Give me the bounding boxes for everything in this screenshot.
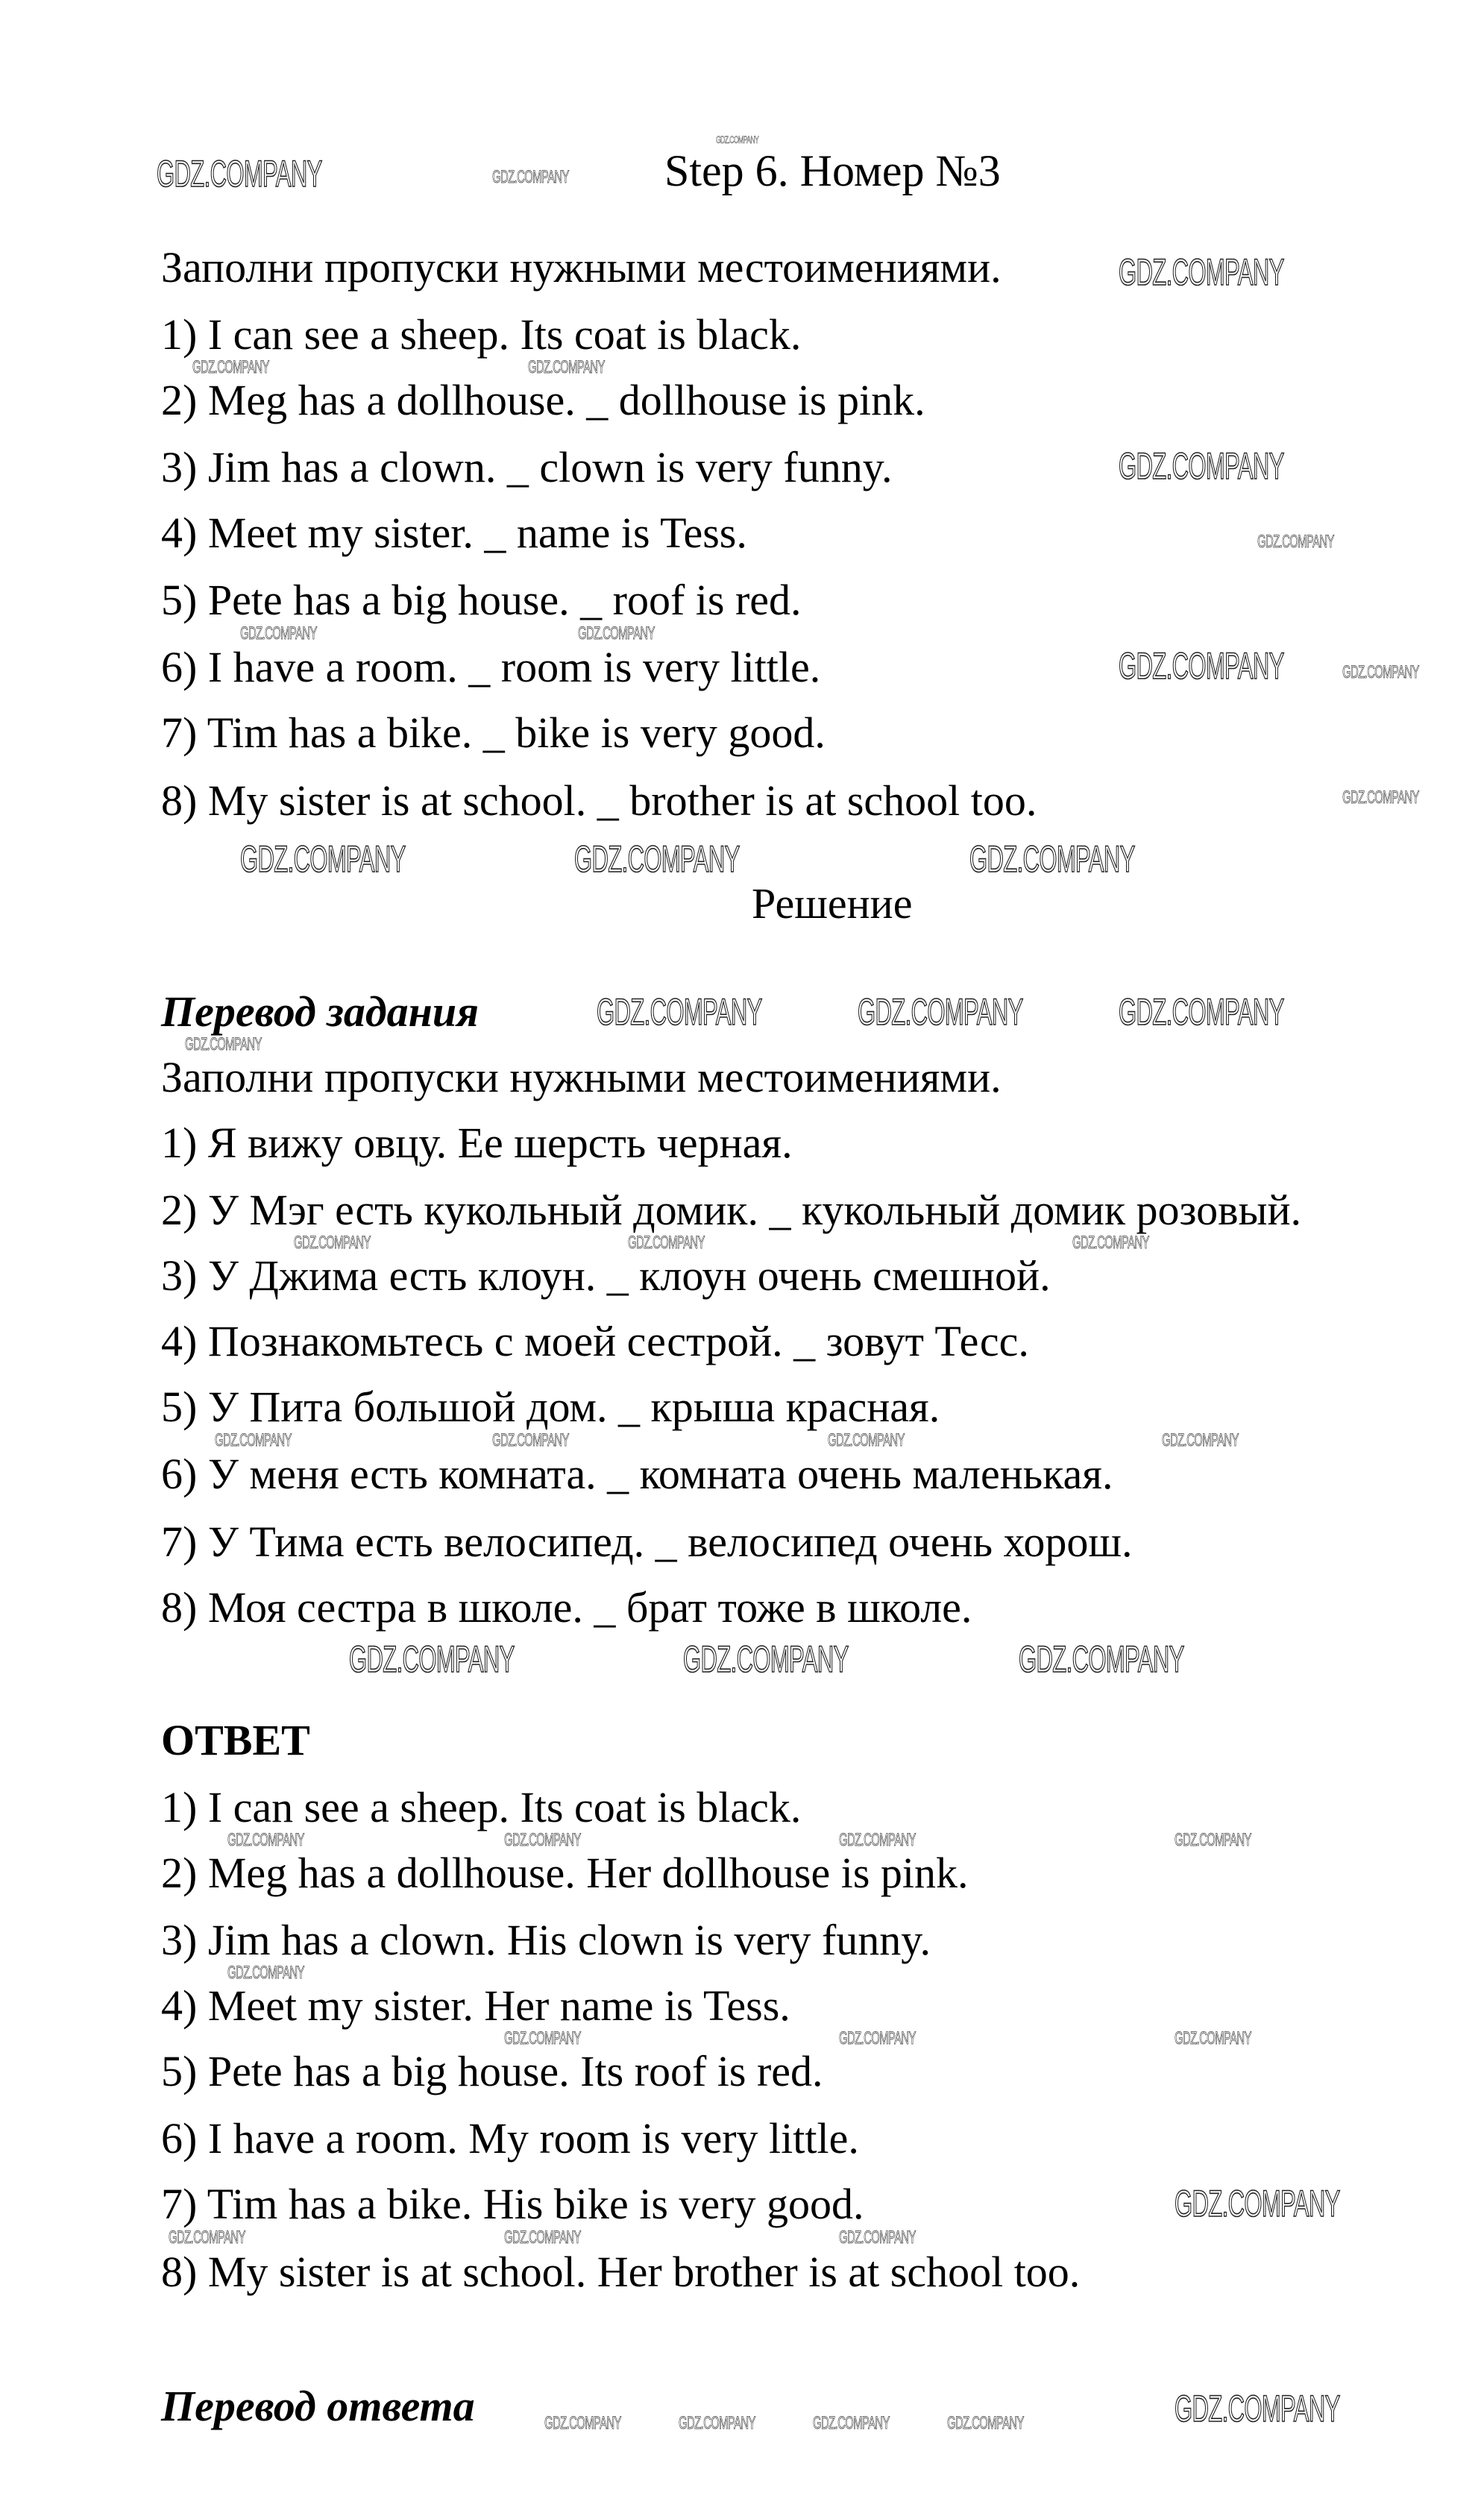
watermark: GDZ.COMPANY <box>1119 445 1284 487</box>
watermark: GDZ.COMPANY <box>1342 662 1419 682</box>
watermark: GDZ.COMPANY <box>1175 1830 1251 1850</box>
watermark: GDZ.COMPANY <box>528 357 605 377</box>
answer-item: 1) I can see a sheep. Its coat is black. <box>161 1783 802 1831</box>
translation-item: 5) У Пита большой дом. _ крыша красная. <box>161 1383 940 1431</box>
watermark: GDZ.COMPANY <box>192 357 269 377</box>
watermark: GDZ.COMPANY <box>839 2028 916 2048</box>
watermark: GDZ.COMPANY <box>813 2413 890 2433</box>
answer-item: 4) Meet my sister. Her name is Tess. <box>161 1981 790 2030</box>
task-item: 8) My sister is at school. _ brother is at school too. <box>161 776 1037 825</box>
watermark: GDZ.COMPANY <box>578 623 655 644</box>
watermark: GDZ.COMPANY <box>544 2413 621 2433</box>
watermark: GDZ.COMPANY <box>240 838 406 880</box>
translation-instruction: Заполни пропуски нужными местоимениями. <box>161 1053 1002 1101</box>
answer-item: 2) Meg has a dollhouse. Her dollhouse is pink. <box>161 1849 969 1897</box>
watermark: GDZ.COMPANY <box>185 1034 262 1054</box>
answer-translation-heading: Перевод ответа <box>161 2382 475 2430</box>
translation-item: 6) У меня есть комната. _ комната очень маленькая. <box>161 1450 1113 1498</box>
watermark: GDZ.COMPANY <box>504 1830 581 1850</box>
watermark: GDZ.COMPANY <box>1119 991 1284 1033</box>
task-item: 7) Tim has a bike. _ bike is very good. <box>161 708 826 757</box>
watermark: GDZ.COMPANY <box>1175 2028 1251 2048</box>
translation-heading: Перевод задания <box>161 987 479 1036</box>
answer-heading: ОТВЕТ <box>161 1716 310 1764</box>
watermark: GDZ.COMPANY <box>169 2227 245 2248</box>
translation-item: 7) У Тима есть велосипед. _ велосипед очень хорош. <box>161 1518 1133 1566</box>
watermark: GDZ.COMPANY <box>828 1430 905 1450</box>
watermark: GDZ.COMPANY <box>504 2028 581 2048</box>
watermark: GDZ.COMPANY <box>716 133 759 145</box>
page-title: Step 6. Номер №3 <box>664 146 1001 195</box>
answer-item: 5) Pete has a big house. Its roof is red. <box>161 2047 823 2095</box>
watermark: GDZ.COMPANY <box>1175 2183 1340 2224</box>
answer-item: 3) Jim has a clown. His clown is very funny. <box>161 1916 931 1964</box>
task-item: 2) Meg has a dollhouse. _ dollhouse is pink. <box>161 376 925 424</box>
translation-item: 1) Я вижу овцу. Ее шерсть черная. <box>161 1119 793 1167</box>
watermark: GDZ.COMPANY <box>294 1233 371 1253</box>
watermark: GDZ.COMPANY <box>947 2413 1024 2433</box>
watermark: GDZ.COMPANY <box>492 167 569 187</box>
watermark: GDZ.COMPANY <box>504 2227 581 2248</box>
watermark: GDZ.COMPANY <box>597 991 762 1033</box>
watermark: GDZ.COMPANY <box>628 1233 705 1253</box>
watermark: GDZ.COMPANY <box>969 838 1135 880</box>
watermark: GDZ.COMPANY <box>1019 1638 1184 1680</box>
task-item: 4) Meet my sister. _ name is Tess. <box>161 509 747 557</box>
watermark: GDZ.COMPANY <box>492 1430 569 1450</box>
watermark: GDZ.COMPANY <box>839 2227 916 2248</box>
watermark: GDZ.COMPANY <box>157 153 322 195</box>
task-item: 5) Pete has a big house. _ roof is red. <box>161 576 802 624</box>
task-item: 1) I can see a sheep. Its coat is black. <box>161 310 802 359</box>
watermark: GDZ.COMPANY <box>1175 2388 1340 2430</box>
watermark: GDZ.COMPANY <box>240 623 317 644</box>
watermark: GDZ.COMPANY <box>215 1430 292 1450</box>
watermark: GDZ.COMPANY <box>839 1830 916 1850</box>
answer-item: 6) I have a room. My room is very little. <box>161 2114 859 2163</box>
answer-item: 7) Tim has a bike. His bike is very good. <box>161 2180 864 2228</box>
task-instruction: Заполни пропуски нужными местоимениями. <box>161 243 1002 292</box>
watermark: GDZ.COMPANY <box>858 991 1023 1033</box>
task-item: 3) Jim has a clown. _ clown is very funny. <box>161 443 893 491</box>
watermark: GDZ.COMPANY <box>1342 787 1419 808</box>
watermark: GDZ.COMPANY <box>683 1638 849 1680</box>
translation-item: 4) Познакомьтесь с моей сестрой. _ зовут Тесс. <box>161 1317 1029 1365</box>
watermark: GDZ.COMPANY <box>574 838 740 880</box>
watermark: GDZ.COMPANY <box>349 1638 515 1680</box>
watermark: GDZ.COMPANY <box>1257 532 1334 552</box>
watermark: GDZ.COMPANY <box>1119 645 1284 687</box>
solution-heading: Решение <box>752 879 913 928</box>
translation-item: 2) У Мэг есть кукольный домик. _ кукольный домик розовый. <box>161 1186 1302 1234</box>
translation-item: 8) Моя сестра в школе. _ брат тоже в школе. <box>161 1583 972 1632</box>
watermark: GDZ.COMPANY <box>1119 251 1284 293</box>
task-item: 6) I have a room. _ room is very little. <box>161 643 821 691</box>
translation-item: 3) У Джима есть клоун. _ клоун очень смешной. <box>161 1251 1051 1300</box>
watermark: GDZ.COMPANY <box>679 2413 755 2433</box>
watermark: GDZ.COMPANY <box>227 1830 304 1850</box>
watermark: GDZ.COMPANY <box>1162 1430 1239 1450</box>
watermark: GDZ.COMPANY <box>227 1963 304 1983</box>
watermark: GDZ.COMPANY <box>1072 1233 1149 1253</box>
answer-item: 8) My sister is at school. Her brother is at school too. <box>161 2248 1081 2296</box>
